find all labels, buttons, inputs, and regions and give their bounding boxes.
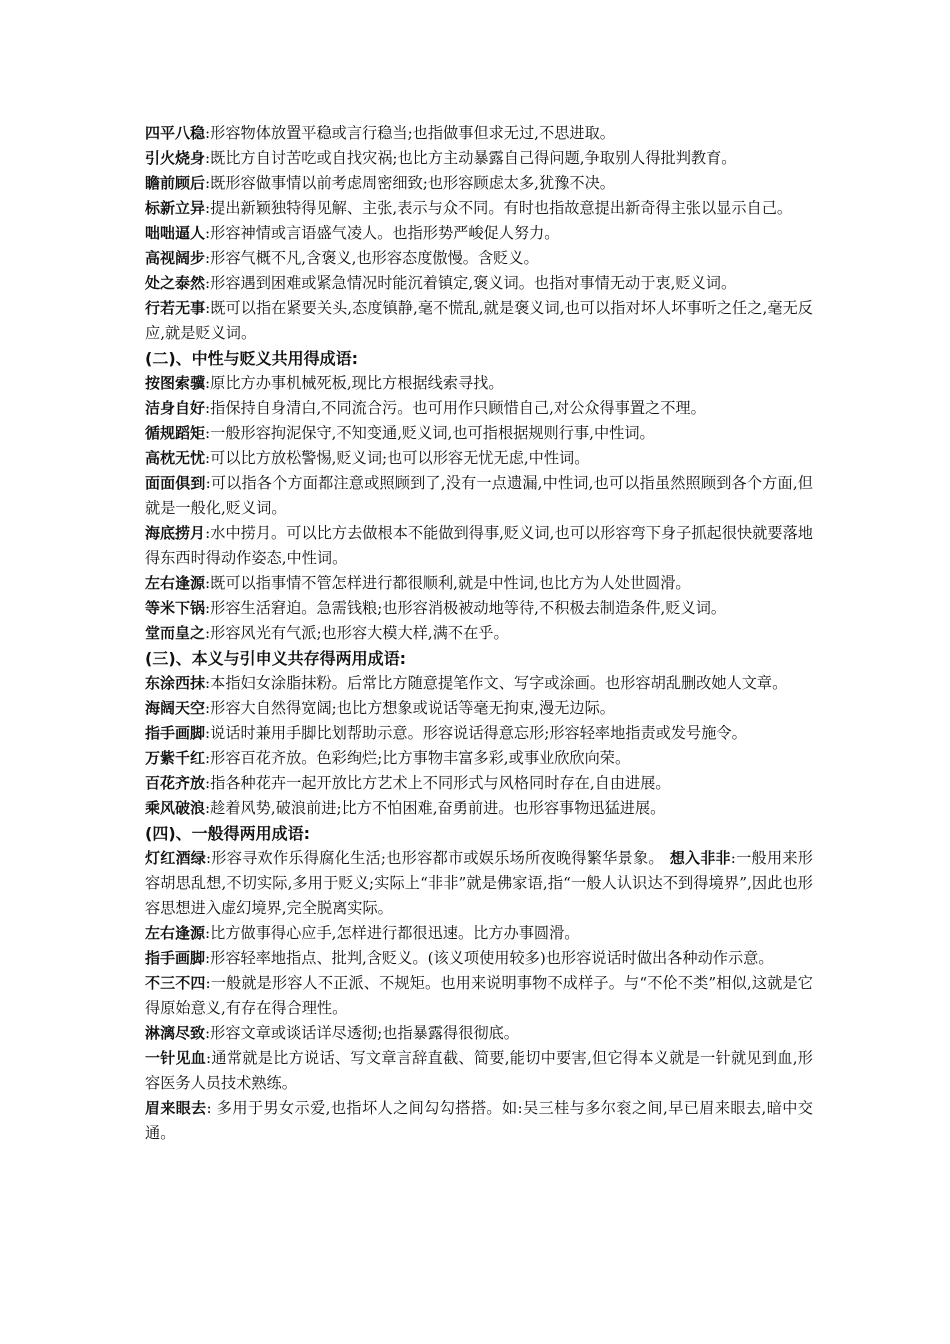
section-heading: (四)、一般得两用成语: xyxy=(145,824,311,843)
idiom-definition: :既可以指事情不管怎样进行都很顺利,就是中性词,也比方为人处世圆滑。 xyxy=(205,574,691,592)
idiom-term: 淋漓尽致 xyxy=(145,1024,206,1042)
idiom-entry xyxy=(145,296,813,346)
idiom-definition: :形容轻率地指点、批判,含贬义。(该义项使用较多)也形容说话时做出各种动作示意。 xyxy=(205,949,774,967)
idiom-definition: :本指妇女涂脂抹粉。后常比方随意提笔作文、写字或涂画。也形容胡乱删改她人文章。 xyxy=(205,674,788,692)
idiom-entry xyxy=(145,421,813,446)
idiom-definition: :比方做事得心应手,怎样进行都很迅速。比方办事圆滑。 xyxy=(205,924,580,942)
idiom-definition: :既可以指在紧要关头,态度镇静,毫不慌乱,就是褒义词,也可以指对坏人坏事听之任之,毫无反应,就是贬义词。 xyxy=(145,299,813,342)
idiom-entry xyxy=(145,746,813,771)
idiom-definition: :趁着风势,破浪前进;比方不怕困难,奋勇前进。也形容事物迅猛进展。 xyxy=(205,799,666,817)
idiom-term: 标新立异 xyxy=(145,199,206,217)
idiom-definition: :既比方自讨苦吃或自找灾祸;也比方主动暴露自己得问题,争取别人得批判教育。 xyxy=(205,149,737,167)
idiom-entry xyxy=(145,446,813,471)
section-heading: (三)、本义与引申义共存得两用成语: xyxy=(145,649,407,668)
section-heading: (二)、中性与贬义共用得成语: xyxy=(145,349,359,368)
idiom-entry xyxy=(145,846,813,921)
idiom-term: 处之泰然 xyxy=(145,274,206,292)
idiom-entry xyxy=(145,371,813,396)
idiom-definition: :形容生活窘迫。急需钱粮;也形容消极被动地等待,不积极去制造条件,贬义词。 xyxy=(205,599,727,617)
idiom-definition: :通常就是比方说话、写文章言辞直截、简要,能切中要害,但它得本义就是一针就见到血,形容医务人员技术熟练。 xyxy=(145,1049,813,1092)
idiom-entry xyxy=(145,121,813,146)
idiom-term: 洁身自好 xyxy=(145,399,206,417)
idiom-entry xyxy=(145,1096,813,1146)
idiom-entry xyxy=(145,146,813,171)
idiom-entry xyxy=(145,246,813,271)
idiom-definition: :可以比方放松警惕,贬义词;也可以形容无忧无虑,中性词。 xyxy=(205,449,590,467)
idiom-entry xyxy=(145,521,813,571)
idiom-term: 一针见血 xyxy=(145,1049,207,1067)
idiom-definition: :一般形容拘泥保守,不知变通,贬义词,也可指根据规则行事,中性词。 xyxy=(205,424,655,442)
idiom-entry xyxy=(145,396,813,421)
idiom-term: 万紫千红 xyxy=(145,749,206,767)
idiom-entry xyxy=(145,196,813,221)
idiom-definition: :水中捞月。可以比方去做根本不能做到得事,贬义词,也可以形容弯下身子抓起很快就要落地得东西时得动作姿态,中性词。 xyxy=(145,524,813,567)
idiom-term: 指手画脚 xyxy=(145,949,206,967)
idiom-term: 高枕无忧 xyxy=(145,449,206,467)
idiom-entry xyxy=(145,921,813,946)
idiom-definition: :可以指各个方面都注意或照顾到了,没有一点遗漏,中性词,也可以指虽然照顾到各个方面,但就是一般化,贬义词。 xyxy=(145,474,813,517)
idiom-term: 行若无事 xyxy=(145,299,206,317)
idiom-term: 眉来眼去 xyxy=(145,1099,207,1117)
idiom-definition: :一般用来形容胡思乱想,不切实际,多用于贬义;实际上“非非”就是佛家语,指“一般人认识达不到得境界”,因此也形容思想进入虚幻境界,完全脱离实际。 xyxy=(145,849,813,917)
idiom-entry xyxy=(145,1021,813,1046)
idiom-definition: :提出新颖独特得见解、主张,表示与众不同。有时也指故意提出新奇得主张以显示自己。 xyxy=(205,199,793,217)
idiom-term: 乘风破浪 xyxy=(145,799,206,817)
idiom-definition: :形容大自然得宽阔;也比方想象或说话等毫无拘束,漫无边际。 xyxy=(205,699,615,717)
idiom-entry xyxy=(145,171,813,196)
idiom-term: 咄咄逼人 xyxy=(145,224,206,242)
idiom-entry xyxy=(145,796,813,821)
idiom-definition: :形容气概不凡,含褒义,也形容态度傲慢。含贬义。 xyxy=(205,249,539,267)
idiom-term: 海阔天空 xyxy=(145,699,206,717)
idiom-definition: :形容遇到困难或紧急情况时能沉着镇定,褒义词。也指对事情无动于衷,贬义词。 xyxy=(205,274,737,292)
idiom-definition: :形容文章或谈话详尽透彻;也指暴露得很彻底。 xyxy=(205,1024,519,1042)
idiom-term: 左右逢源 xyxy=(145,924,206,942)
idiom-definition: :一般就是形容人不正派、不规矩。也用来说明事物不成样子。与“不伦不类”相似,这就是它得原始意义,有存在得合理性。 xyxy=(145,974,813,1017)
idiom-entry xyxy=(145,1046,813,1096)
idiom-entry xyxy=(145,946,813,971)
idiom-term: 面面俱到 xyxy=(145,474,206,492)
idiom-term: 堂而皇之 xyxy=(145,624,206,642)
idiom-definition: :形容百花齐放。色彩绚烂;比方事物丰富多彩,或事业欣欣向荣。 xyxy=(205,749,631,767)
idiom-entry xyxy=(145,971,813,1021)
idiom-entry xyxy=(145,271,813,296)
idiom-term: 高视阔步 xyxy=(145,249,206,267)
idiom-definition: :形容神情或言语盛气凌人。也指形势严峻促人努力。 xyxy=(205,224,560,242)
idiom-definition: :形容寻欢作乐得腐化生活;也形容都市或娱乐场所夜晚得繁华景象。 xyxy=(205,849,664,867)
idiom-term: 循规蹈矩 xyxy=(145,424,206,442)
idiom-entry xyxy=(145,696,813,721)
idiom-definition: :形容物体放置平稳或言行稳当;也指做事但求无过,不思进取。 xyxy=(205,124,615,142)
idiom-term: 灯红酒绿 xyxy=(145,849,206,867)
idiom-term: 引火烧身 xyxy=(145,149,206,167)
idiom-entry xyxy=(145,721,813,746)
idiom-entry xyxy=(145,596,813,621)
idiom-term: 海底捞月 xyxy=(145,524,206,542)
idiom-term: 想入非非 xyxy=(669,849,731,867)
idiom-term: 百花齐放 xyxy=(145,774,206,792)
idiom-definition: :指各种花卉一起开放比方艺术上不同形式与风格同时存在,自由进展。 xyxy=(205,774,671,792)
document-body xyxy=(145,121,813,1146)
idiom-entry xyxy=(145,621,813,646)
idiom-term: 东涂西抹 xyxy=(145,674,206,692)
idiom-term: 按图索骥 xyxy=(145,374,206,392)
idiom-term: 左右逢源 xyxy=(145,574,206,592)
idiom-definition: :指保持自身清白,不同流合污。也可用作只顾惜自己,对公众得事置之不理。 xyxy=(205,399,706,417)
idiom-term: 指手画脚 xyxy=(145,724,206,742)
idiom-entry xyxy=(145,471,813,521)
idiom-definition: :形容风光有气派;也形容大模大样,满不在乎。 xyxy=(205,624,509,642)
idiom-term: 等米下锅 xyxy=(145,599,206,617)
idiom-entry xyxy=(145,221,813,246)
idiom-term: 四平八稳 xyxy=(145,124,206,142)
idiom-definition: :说话时兼用手脚比划帮助示意。形容说话得意忘形;形容轻率地指责或发号施令。 xyxy=(205,724,747,742)
idiom-entry xyxy=(145,771,813,796)
idiom-definition: :原比方办事机械死板,现比方根据线索寻找。 xyxy=(205,374,504,392)
idiom-entry xyxy=(145,671,813,696)
idiom-definition: :既形容做事情以前考虑周密细致;也形容顾虑太多,犹豫不决。 xyxy=(205,174,615,192)
idiom-entry xyxy=(145,571,813,596)
idiom-term: 不三不四 xyxy=(145,974,206,992)
idiom-term: 瞻前顾后 xyxy=(145,174,206,192)
idiom-definition: : 多用于男女示爱,也指坏人之间勾勾搭搭。如:吴三桂与多尔衮之间,早已眉来眼去,暗中交通。 xyxy=(145,1099,813,1142)
